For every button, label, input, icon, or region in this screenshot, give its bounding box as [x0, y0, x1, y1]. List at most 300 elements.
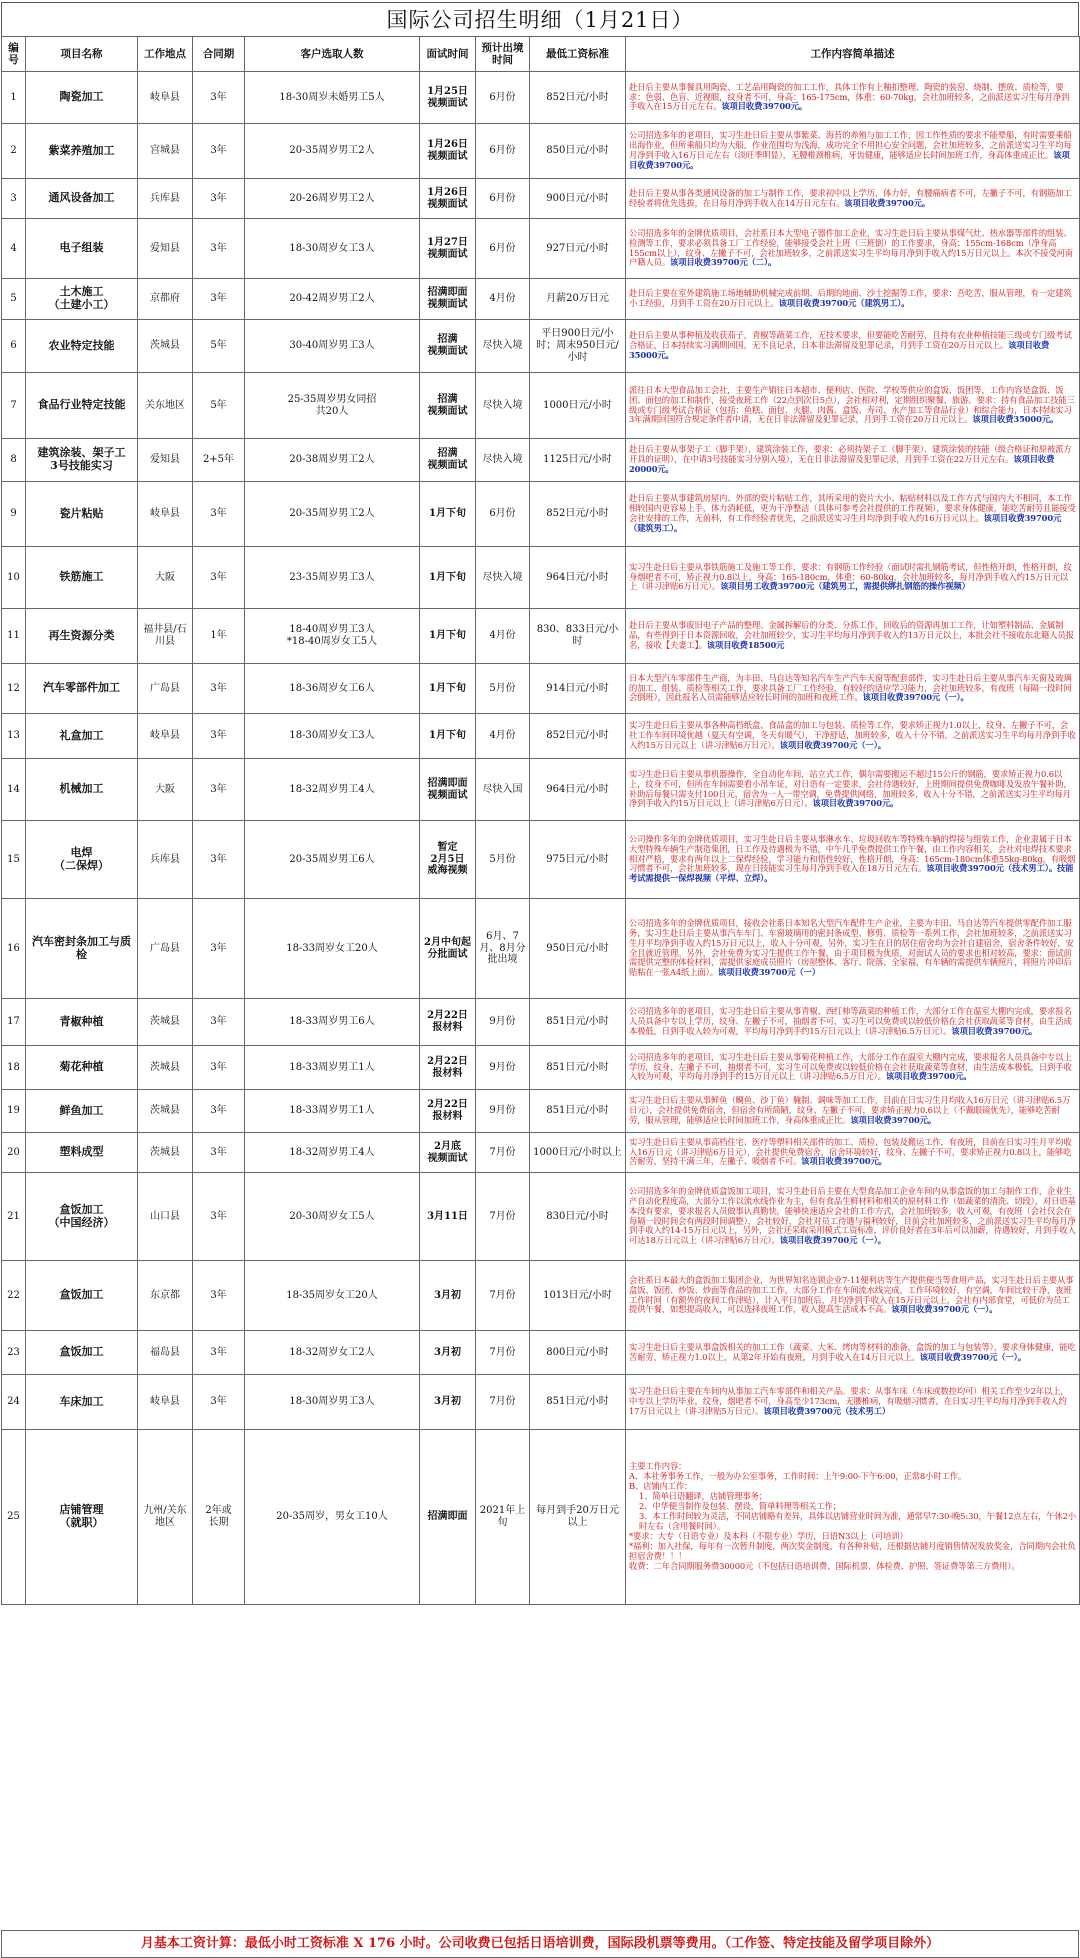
cell-interview: 3月初 — [420, 1261, 476, 1331]
cell-interview: 1月下旬 — [420, 714, 476, 759]
cell-name: 店铺管理 （就职） — [26, 1430, 138, 1605]
cell-place: 兵库县 — [138, 821, 193, 899]
desc-text: 实习生赴日后主要从事铁筋施工及施工等工作，要求：有钢筋工作经验（面试时需扎钢筋考试，但性格开朗，性格开朗，纹身烟吧者不可，矫正视力0.8以上，身高：165-180cm，体重：60-80kg，会社加班较多，每月净到手收入约15万日元以上（讲习津贴6万日元）。 — [629, 561, 1072, 592]
cell-place: 山口县 — [138, 1173, 193, 1261]
cell-name: 陶瓷加工 — [26, 72, 138, 124]
cell-term: 3年 — [193, 759, 245, 821]
cell-no: 18 — [2, 1046, 26, 1090]
cell-depart: 7月份 — [476, 1133, 530, 1173]
cell-place: 九州/关东 地区 — [138, 1430, 193, 1605]
desc-text: 公司招选多年的老项目，实习生赴日后主要从事青椒、西红柿等蔬菜的种植工作，大部分工作在温室大棚内完成，要求报名人员具备中专以上学历，纹身、左撇子不可，抽烟者不可，实习生可以免费或以较低价格在会社获取蔬菜等食材，由生活成本极低，日到手收入较为可观，平均每月净到手约15万日元以上（讲习津贴6.5万日元）。 — [629, 1006, 1072, 1036]
cell-wage: 830、833日元/小时 — [530, 609, 626, 664]
cell-name: 汽车零部件加工 — [26, 664, 138, 714]
cell-wage: 975日元/小时 — [530, 821, 626, 899]
cell-wage: 1000日元/小时以上 — [530, 1133, 626, 1173]
cell-interview: 招满即面 视频面试 — [420, 279, 476, 320]
cell-wage: 852日元/小时 — [530, 482, 626, 547]
cell-interview: 1月26日 视频面试 — [420, 124, 476, 179]
cell-interview: 2月22日 报材料 — [420, 1090, 476, 1133]
cell-desc — [626, 279, 1080, 320]
cell-name: 紫菜养殖加工 — [26, 124, 138, 179]
cell-interview: 招满 视频面试 — [420, 373, 476, 439]
table-row — [2, 320, 1080, 373]
desc-text: 赴日后主要从事架子工（脚手架）、建筑涂装工作，要求：必须持架子工（脚手架）、建筑涂装的技能（级合格证和原被派方开具的证明），在中请3号技能实习分别入境），无在日非法滞留及犯罪记录，月到手工资在22万日元左右。 — [629, 444, 1072, 465]
cell-people: 20-26周岁男工2人 — [245, 179, 420, 219]
cell-people: 18-32周岁女工2人 — [245, 1331, 420, 1375]
header-term: 合同期 — [193, 37, 245, 72]
cell-desc — [626, 320, 1080, 373]
table-row — [2, 1173, 1080, 1261]
cell-depart: 6月份 — [476, 179, 530, 219]
cell-depart: 尽快入境 — [476, 373, 530, 439]
cell-no: 13 — [2, 714, 26, 759]
cell-depart: 5月份 — [476, 664, 530, 714]
cell-people: 18-30周岁未婚男工5人 — [245, 72, 420, 124]
cell-wage: 月薪20万日元 — [530, 279, 626, 320]
cell-no: 12 — [2, 664, 26, 714]
cell-name: 礼盒加工 — [26, 714, 138, 759]
desc-fee: 该项目收费39700元（建筑男工）。 — [778, 298, 910, 308]
cell-depart: 7月份 — [476, 1173, 530, 1261]
cell-term: 3年 — [193, 279, 245, 320]
cell-name: 汽车密封条加工与质检 — [26, 899, 138, 999]
cell-desc — [626, 1046, 1080, 1090]
cell-name: 鲜鱼加工 — [26, 1090, 138, 1133]
desc-text: 赴日后主要在室外建筑施工场地辅助机械完成前期、后期的地面、沙土挖掘等工作，要求：吾吃苦，服从管理，有一定建筑小工经验，月到手工资在20万日元以上。 — [629, 288, 1072, 308]
desc-fee: 该项目收费39700元（一）。 — [779, 739, 886, 750]
table-row — [2, 1430, 1080, 1605]
cell-name: 车床加工 — [26, 1375, 138, 1430]
cell-people: 20-35周岁男工2人 — [245, 482, 420, 547]
desc-text: 公司招选多年的金牌优质项目，接收会社系日本知名大型汽车配件生产企业，主要为丰田、马自达等汽车提供零配件加工服务，实习生赴日后主要从事汽车车门、车窗玻璃用的密封条成型、修剪、质检等一系列工作，会社加班较多，之前派送实习生月平均净到手收入约15万日元以上，收入十分可观，另外，实习生在日的居住宿舍均为会社自建宿舍，宿舍条件较好，安全且就近管理。另外，会社免费为实习生提供工作午餐，由于项目极为优质，对面试人员的要求也相对较高，要求：面试前需提供完整的体检材料，需提供家庭成员照片（房屋整体、客厅、院落、全家福，有车辆的需提供车辆照片，将照片冲印后贴粘在一张A4纸上面）。 — [629, 917, 1074, 978]
cell-no: 16 — [2, 899, 26, 999]
cell-wage: 852日元/小时 — [530, 72, 626, 124]
cell-term: 2年或 长期 — [193, 1430, 245, 1605]
cell-wage: 964日元/小时 — [530, 547, 626, 609]
cell-no: 15 — [2, 821, 26, 899]
cell-people: 20-38周岁男工2人 — [245, 439, 420, 482]
cell-place: 福岛县 — [138, 1331, 193, 1375]
cell-place: 岐阜县 — [138, 72, 193, 124]
table-row — [2, 482, 1080, 547]
table-row — [2, 1046, 1080, 1090]
cell-interview: 3月初 — [420, 1331, 476, 1375]
cell-name: 土木施工 （土建小工） — [26, 279, 138, 320]
cell-place: 爱知县 — [138, 219, 193, 279]
cell-name: 青椒种植 — [26, 999, 138, 1046]
desc-fee: 该项目收费39700元（一）。 — [919, 1351, 1026, 1362]
desc-text: 实习生赴日后主要从事机器操作，全自动化车间，站立式工作，偶尔需要搬运不超过15公斤的钢筋，要求矫正视力0.6以上，纹身不可，但所在车间需要看小吊车证，对日语有一定要求，会社待遇较好，上班期间提供免费咖啡及发放午餐补助，补助后每餐只需支付100日元，宿舍为一人一带空调，免费提供网络，加班较多，收入十分不错，之前派送实习生平均每月净到手收入约15万日元以上（讲习津贴6万日元）。 — [629, 768, 1072, 809]
cell-no: 23 — [2, 1331, 26, 1375]
cell-depart: 4月份 — [476, 714, 530, 759]
cell-interview: 2月22日 报材料 — [420, 999, 476, 1046]
header-desc: 工作内容简单描述 — [626, 37, 1080, 72]
cell-depart: 尽快入境 — [476, 547, 530, 609]
cell-wage: 950日元/小时 — [530, 899, 626, 999]
cell-name: 电子组装 — [26, 219, 138, 279]
cell-name: 铁筋施工 — [26, 547, 138, 609]
cell-term: 2+5年 — [193, 439, 245, 482]
cell-no: 3 — [2, 179, 26, 219]
table-row — [2, 1331, 1080, 1375]
table-row — [2, 373, 1080, 439]
cell-desc — [626, 179, 1080, 219]
cell-place: 岐阜县 — [138, 1375, 193, 1430]
cell-interview: 招满即面 视频面试 — [420, 759, 476, 821]
desc-text: 实习生赴日后主要从事高档住宅、医疗等塑料相关部件的加工、质检、包装及搬运工作，有夜班，目前在日实习生月平均收入16万日元（讲习津贴6万日元），会社提供免费宿舍，宿舍环境较好，纹身、左撇子不可，要求矫正视力0.8以上，能够吃苦耐劳，坚持干满三年，左撇子、吸烟者不可。 — [629, 1136, 1072, 1167]
cell-wage: 851日元/小时 — [530, 1046, 626, 1090]
cell-depart: 7月份 — [476, 1375, 530, 1430]
cell-name: 塑料成型 — [26, 1133, 138, 1173]
cell-term: 3年 — [193, 821, 245, 899]
cell-wage: 851日元/小时 — [530, 1090, 626, 1133]
cell-place: 茨城县 — [138, 1046, 193, 1090]
cell-desc — [626, 439, 1080, 482]
cell-people: 18-30周岁男工3人 — [245, 1375, 420, 1430]
cell-interview: 暂定 2月5日 威海视频 — [420, 821, 476, 899]
cell-term: 3年 — [193, 179, 245, 219]
cell-desc — [626, 1090, 1080, 1133]
table-row — [2, 821, 1080, 899]
footer-note: 月基本工资计算：最低小时工资标准 X 176 小时。公司收费已包括日语培训费，国际段机票等费用。（工作签、特定技能及留学项目除外） — [1, 1930, 1079, 1958]
cell-term: 3年 — [193, 482, 245, 547]
table-body — [2, 72, 1080, 1605]
desc-fee: 该项目收费39700元（一）。 — [891, 1304, 998, 1315]
cell-people: 18-36周岁女工6人 — [245, 664, 420, 714]
cell-term: 3年 — [193, 899, 245, 999]
table-row — [2, 124, 1080, 179]
cell-no: 7 — [2, 373, 26, 439]
cell-interview: 1月下旬 — [420, 482, 476, 547]
cell-desc — [626, 1173, 1080, 1261]
cell-wage: 830日元/小时 — [530, 1173, 626, 1261]
cell-interview: 1月下旬 — [420, 609, 476, 664]
cell-name: 电焊 （二保焊） — [26, 821, 138, 899]
table-row — [2, 714, 1080, 759]
recruitment-table — [1, 36, 1080, 1605]
cell-people: 20-35周岁男工2人 — [245, 124, 420, 179]
cell-depart: 4月份 — [476, 609, 530, 664]
cell-no: 11 — [2, 609, 26, 664]
table-row — [2, 179, 1080, 219]
cell-people: 23-35周岁男工3人 — [245, 547, 420, 609]
desc-fee: 该项目收费39700元。 — [844, 197, 931, 208]
cell-interview: 1月25日 视频面试 — [420, 72, 476, 124]
desc-line: 3、本工作时间较为灵活，不同店铺略有差异，具体以店铺营业时间为准，通常早7:30-晚5:30，午餐12点左右，午休2小时左右（含用餐时间）。 — [639, 1511, 1076, 1531]
cell-wage: 914日元/小时 — [530, 664, 626, 714]
cell-no: 2 — [2, 124, 26, 179]
cell-term: 5年 — [193, 373, 245, 439]
header-depart: 预计出境时间 — [476, 37, 530, 72]
cell-depart: 6月、7月、8月分批出境 — [476, 899, 530, 999]
header-no: 编号 — [2, 37, 26, 72]
table-row — [2, 609, 1080, 664]
cell-desc — [626, 609, 1080, 664]
cell-name: 盒饭加工 — [26, 1331, 138, 1375]
desc-line: A、本社务事务工作，一般为办公室事务，工作时间：上午9:00-下午6:00，正常8小时工作。 — [629, 1471, 967, 1482]
cell-wage: 851日元/小时 — [530, 1375, 626, 1430]
desc-fee: 该项目收费39700元。 — [721, 101, 808, 112]
cell-term: 3年 — [193, 999, 245, 1046]
cell-term: 3年 — [193, 714, 245, 759]
cell-no: 6 — [2, 320, 26, 373]
cell-place: 茨城县 — [138, 1133, 193, 1173]
cell-place: 茨城县 — [138, 999, 193, 1046]
cell-interview: 1月下旬 — [420, 664, 476, 714]
cell-name: 建筑涂装、架子工 3号技能实习 — [26, 439, 138, 482]
header-interview: 面试时间 — [420, 37, 476, 72]
desc-text: 公司招选多年的金牌优质项目，会社系日本大型电子器件加工企业，实习生赴日后主要从事煤气灶、热水器等部件的组装、检测等工作，要求必须具备工厂工作经验，能够接受会社上班（三班倒）的工作要求，身高：155cm-168cm（净身高155cm以上），纹身、左撇子不可，会社加班较多，之前派送实习生平均每月净到手收入约15万日元以上。本次不接受河南户籍人员。 — [629, 227, 1073, 268]
cell-people: 20-30周岁女工5人 — [245, 1173, 420, 1261]
table-row — [2, 1133, 1080, 1173]
cell-interview: 2月22日 报材料 — [420, 1046, 476, 1090]
table-row — [2, 219, 1080, 279]
desc-fee: 该项目收费39700元。 — [801, 1156, 887, 1167]
header-name: 项目名称 — [26, 37, 138, 72]
cell-desc — [626, 1261, 1080, 1331]
page — [0, 2, 1080, 1958]
cell-desc — [626, 664, 1080, 714]
table-row — [2, 759, 1080, 821]
cell-term: 1年 — [193, 609, 245, 664]
cell-place: 茨城县 — [138, 1090, 193, 1133]
cell-desc — [626, 124, 1080, 179]
cell-depart: 7月份 — [476, 1331, 530, 1375]
page-title: 国际公司招生明细（1月21日） — [1, 2, 1079, 36]
cell-term: 3年 — [193, 1331, 245, 1375]
cell-desc — [626, 821, 1080, 899]
cell-people: 18-32周岁男工4人 — [245, 1133, 420, 1173]
table-row — [2, 547, 1080, 609]
cell-no: 5 — [2, 279, 26, 320]
cell-term: 5年 — [193, 320, 245, 373]
cell-depart: 2021年上旬 — [476, 1430, 530, 1605]
cell-place: 福井县/石川县 — [138, 609, 193, 664]
cell-depart: 7月份 — [476, 1261, 530, 1331]
desc-text: 赴日后主要从事餐具用陶瓷、工艺品用陶瓷的加工工作，具体工作有上釉扣整理、陶瓷的装窑、烧制、摆放、质检等，要求：色弱、色盲、近视眼，纹身者不可，身高：165-175cm，体重：60-70kg，会社加班较多，之前派送实习生每月净到手收入在15万日元左右。 — [629, 81, 1070, 112]
cell-depart: 6月份 — [476, 219, 530, 279]
cell-people: 18-40周岁男工3人 *18-40周岁女工5人 — [245, 609, 420, 664]
cell-wage: 900日元/小时 — [530, 179, 626, 219]
cell-term: 3年 — [193, 1375, 245, 1430]
cell-term: 3年 — [193, 1046, 245, 1090]
table-row — [2, 1090, 1080, 1133]
desc-fee: 该项目收费39700元。 — [951, 1025, 1038, 1036]
cell-place: 宫城县 — [138, 124, 193, 179]
desc-fee: 该项目收费39700元（二）。 — [670, 257, 777, 268]
cell-interview: 3月11日 — [420, 1173, 476, 1261]
desc-text: 赴日后主要从事建筑房屋内、外部的瓷片粘贴工作，其所采用的瓷片大小、粘贴材料以及工作方式与国内大不相同，本工作相较国内更容易上手，体力消耗低，更为干净整洁（具体可参考会社提供的工作视频），要求身体健康，能吃苦耐劳且能接受会社安排的工作，无前科，有工作经验者优先，之前派送实习生月均净到手收入约16万日元以上。 — [629, 493, 1076, 523]
desc-fee: 该项目收费35000元。 — [629, 340, 1050, 360]
cell-people: 20-42周岁男工2人 — [245, 279, 420, 320]
desc-fee: 该项目收费39700元。 — [885, 1071, 972, 1082]
cell-people: 18-35周岁女工20人 — [245, 1261, 420, 1331]
desc-text: 实习生赴日后主要在车间内从事加工汽车零部件和相关产品。要求：从事车床（车床或数控均可）相关工作至少2年以上，中专以上学历毕业，纹身，烟吧者不可，身高至少173cm，无腰椎病，有吸烟习惯者，在日实习生平均每月净到手收入约17万日元以上（讲习津贴5万日元）。 — [629, 1386, 1069, 1416]
header-place: 工作地点 — [138, 37, 193, 72]
cell-desc — [626, 1375, 1080, 1430]
cell-name: 通风设备加工 — [26, 179, 138, 219]
cell-interview: 招满 视频面试 — [420, 439, 476, 482]
cell-no: 10 — [2, 547, 26, 609]
cell-people: 20-35周岁男工6人 — [245, 821, 420, 899]
cell-people: 18-30周岁女工3人 — [245, 219, 420, 279]
cell-name: 菊花种植 — [26, 1046, 138, 1090]
desc-fee: 该项目收费35000元。 — [972, 414, 1059, 425]
cell-interview: 2月中旬起 分批面试 — [420, 899, 476, 999]
cell-no: 22 — [2, 1261, 26, 1331]
table-row — [2, 899, 1080, 999]
desc-fee: 该项目收费18500元 — [706, 639, 785, 650]
cell-name: 食品行业特定技能 — [26, 373, 138, 439]
cell-name: 盒饭加工 — [26, 1261, 138, 1331]
cell-no: 24 — [2, 1375, 26, 1430]
cell-term: 3年 — [193, 72, 245, 124]
cell-place: 东京都 — [138, 1261, 193, 1331]
cell-desc — [626, 72, 1080, 124]
cell-wage: 1000日元/小时 — [530, 373, 626, 439]
desc-text: 实习生赴日后主要从事盒饭相关的加工工作（蔬菜、大米、烤肉等材料的准备，盒饭的加工与包装等），要求身体健康，能吃苦耐劳，矫正视力1.0以上，从第2年开始有夜班，月到手收入在14万日元以上。 — [629, 1341, 1076, 1362]
cell-term: 3年 — [193, 1090, 245, 1133]
cell-depart: 尽快入国 — [476, 759, 530, 821]
desc-text: 公司招选多年的老项目，实习生赴日后主要从事菊花种植工作，大部分工作在温室大棚内完成，要求报名人员具备中专以上学历，纹身、左撇子不可，抽烟者不可，实习生可以免费或以较低价格在会社获取蔬菜等食材，由生活成本极低，日到手收入较为可观，平均每月净到手约15万日元以上（讲习津贴6.5万日元）。 — [629, 1051, 1072, 1082]
cell-place: 关东地区 — [138, 373, 193, 439]
cell-desc — [626, 1430, 1080, 1605]
cell-no: 9 — [2, 482, 26, 547]
desc-fee: 该项目收费39700元（技术男工） — [763, 1405, 891, 1416]
cell-no: 20 — [2, 1133, 26, 1173]
header-wage: 最低工资标准 — [530, 37, 626, 72]
cell-wage: 851日元/小时 — [530, 999, 626, 1046]
cell-people: 30-40周岁男工3人 — [245, 320, 420, 373]
desc-fee: 该项目收费39700元。 — [629, 150, 1070, 170]
cell-term: 3年 — [193, 1173, 245, 1261]
table-row — [2, 72, 1080, 124]
cell-depart: 6月份 — [476, 482, 530, 547]
desc-line: *要求：大专（日语专业）及本科（不限专业）学历，日语N3以上（可培训） — [629, 1530, 908, 1541]
cell-wage: 927日元/小时 — [530, 219, 626, 279]
cell-place: 茨城县 — [138, 320, 193, 373]
desc-line: *福利：加入社保，每年有一次暂升制度，两次奖金制度，有各种补贴，还根据店铺月度销售情况发放奖金，合同期内会社负担宿舍费！！！ — [629, 1540, 1076, 1561]
cell-desc — [626, 999, 1080, 1046]
cell-term: 3年 — [193, 124, 245, 179]
cell-interview: 2月底 视频面试 — [420, 1133, 476, 1173]
desc-text: 实习生赴日后主要从事各种高档纸盒、食品盒的加工与包装、质检等工作，要求矫正视力1.0以上，纹身、左撇子不可，会社工作车间环境优越（夏天有空调，冬天有暖气），干净舒适，加班较多，收入十分不错，之前派送实习生平均每月净到手收入约15万日元以上（讲习津贴6万日元）。 — [629, 720, 1076, 750]
cell-people: 18-32周岁男工4人 — [245, 759, 420, 821]
desc-text: 派往日本大型食品加工会社，主要生产销往日本超市、便利店、医院、学校等供应的盒饭、饭团等，工作内容是盒饭、饭团、面包的加工和制作，接受夜班工作（22点到次日5点），会社相对利，定期组织聚餐、旅游。要求：持有食品加工技能三级或专门级考试合格证（包括：鱼糕、面包、火腿、肉酱、盒饭、寿司、水产加工等食品行业）和综合能力，日本持续实习3年满期回国符合规定条件者中请，无在日非法滞留及犯罪记录，月到手工资在20万日元以上。 — [629, 384, 1075, 425]
cell-desc — [626, 1331, 1080, 1375]
cell-desc — [626, 759, 1080, 821]
cell-name: 盒饭加工 （中国经济） — [26, 1173, 138, 1261]
cell-wage: 800日元/小时 — [530, 1331, 626, 1375]
cell-interview: 1月27日 视频面试 — [420, 219, 476, 279]
desc-line: 2、中华便当制作及包装、摆设，简单料理等相关工作； — [639, 1501, 841, 1512]
cell-depart: 9月份 — [476, 1090, 530, 1133]
cell-desc — [626, 714, 1080, 759]
cell-no: 25 — [2, 1430, 26, 1605]
cell-place: 岐阜县 — [138, 482, 193, 547]
cell-term: 3年 — [193, 547, 245, 609]
desc-fee: 该项目收费39700元（一） — [717, 967, 821, 978]
cell-interview: 1月下旬 — [420, 547, 476, 609]
cell-depart: 6月份 — [476, 124, 530, 179]
desc-fee: 该项目收费39700元（技术男工）。技能考试需提供一保焊视频（平焊、立焊）。 — [629, 863, 1074, 884]
cell-interview: 3月初 — [420, 1375, 476, 1430]
cell-depart: 4月份 — [476, 279, 530, 320]
cell-desc — [626, 482, 1080, 547]
cell-place: 大阪 — [138, 547, 193, 609]
desc-text: 赴日后主要从事废旧电子产品的整理、金属拆解后的分类、分拣工作，回收后的资源再加工工作，让如塑料制品、金属制品，有些得到于日本资源回收，会社加班较少，实习生平均每月净到手收入约13万日元以上，本批会社不接收东北籍人员报名，接收【夫妻工】。 — [629, 620, 1074, 650]
cell-no: 19 — [2, 1090, 26, 1133]
table-row — [2, 1375, 1080, 1430]
cell-depart: 9月份 — [476, 1046, 530, 1090]
cell-depart: 尽快入境 — [476, 320, 530, 373]
cell-interview: 招满 视频面试 — [420, 320, 476, 373]
cell-name: 再生资源分类 — [26, 609, 138, 664]
cell-people: 18-33周岁女工20人 — [245, 899, 420, 999]
cell-place: 广岛县 — [138, 899, 193, 999]
cell-desc — [626, 373, 1080, 439]
cell-no: 8 — [2, 439, 26, 482]
cell-place: 大阪 — [138, 759, 193, 821]
cell-name: 瓷片粘贴 — [26, 482, 138, 547]
desc-fee: 该项目收费39700元（一）。 — [779, 1235, 886, 1246]
desc-fee: 该项目收费39700元（一）。 — [862, 692, 969, 703]
desc-text: 公司招选多年的老项目，实习生赴日后主要从事紫菜、海苔的养殖与加工工作，因工作性质的要求不能晕船，有时需要乘船出海作业，但所乘船只均为大船，作业范围均为浅海，成功完全不用担心安全问题，会社加班较多，之前派送实习生平均每月净到手收入16万日元左右（淡旺季明显），无腰椎颈椎病，牙齿健康，能够适应长时间加班工作，身高体重成正比。 — [629, 130, 1072, 160]
cell-term: 3年 — [193, 219, 245, 279]
cell-place: 岐阜县 — [138, 714, 193, 759]
desc-text: 公司操作多年的金牌优质项目，实习生赴日后主要从事淋水车、垃圾回收车等特殊车辆的焊接与组装工作，企业隶属于日本大型特殊车辆生产制造集团，日工作及待遇极为不错，中午几乎免费提供工作午餐，由工作内容相关，会社对电焊技术要求相对严格，要求有两年以上二保焊经验，学习能力和悟性较好，性格开朗，身高：165cm-180cm体重55kg-80kg，有吸烟习惯者不可，会社加班较多，现在日技能实习生每月净到手收入在18万日元左右。 — [629, 833, 1076, 874]
table-row — [2, 1261, 1080, 1331]
cell-place: 京都府 — [138, 279, 193, 320]
cell-wage: 每月到手20万日元以上 — [530, 1430, 626, 1605]
table-header-row — [2, 37, 1080, 72]
cell-desc — [626, 547, 1080, 609]
desc-text: 会社系日本最大的盒饭加工集团企业，为世界知名连锁企业7-11便利店等生产提供便当等食用产品，实习生赴日后主要从事盒饭、饭团、炒饭、炒面等食品的加工工作，大部分工作在车间流水线完成，工作环境较好，有空调，车间比较干净，夜班工作时间（有额外的夜间工作津贴），计入平日加班后，月均净到手收入在15万日元以上，会社有内部食堂，可低价为员工提供午餐，如想提高收入，可以选择夜班工作，收入提高生活成本不高。 — [629, 1274, 1074, 1315]
cell-term: 3年 — [193, 664, 245, 714]
cell-place: 广岛县 — [138, 664, 193, 714]
cell-wage: 1013日元/小时 — [530, 1261, 626, 1331]
cell-depart: 6月份 — [476, 72, 530, 124]
cell-name: 机械加工 — [26, 759, 138, 821]
desc-line: 主要工作内容： — [629, 1461, 687, 1472]
cell-place: 爱知县 — [138, 439, 193, 482]
header-people: 客户选取人数 — [245, 37, 420, 72]
desc-line: 1、简单日语翻译，店铺管理事务； — [639, 1491, 768, 1502]
cell-name: 农业特定技能 — [26, 320, 138, 373]
cell-depart: 9月份 — [476, 999, 530, 1046]
desc-fee: 该项目收费39700元（建筑男工）。 — [629, 513, 1062, 533]
cell-desc — [626, 899, 1080, 999]
cell-no: 17 — [2, 999, 26, 1046]
cell-people: 18-30周岁女工3人 — [245, 714, 420, 759]
cell-people: 20-35周岁，男女工10人 — [245, 1430, 420, 1605]
cell-interview: 1月26日 视频面试 — [420, 179, 476, 219]
desc-line: 收费：二年合同期服务费30000元（不包括日语培训费、国际机票、体检费、护照、签证费等第三方费用）。 — [629, 1560, 1020, 1571]
table-row — [2, 279, 1080, 320]
desc-text: 公司招选多年的金牌优质盒饭加工项目，实习生赴日后主要在大型食品加工企业车间内从事盒饭的加工与制作工作，企业生产自动化程度高，大部分工作以流水线作业为主，但有食品生鲜材料和相关的原材料工作（如蔬菜的清洗、切段），对日语基本没有要求，要求报名人员做事认真勤快，能够快速适应会社的工作方式，会社加班较多，收入可观，有夜班（会社仅会在每隔一段时间会有两段时间调整），会社较好，会社对员工待遇与福利较好，目前会社加班较多，之前派送实习生平均每月净到手收入约14-15万日元以上，另外，会社还采取采用模式工资标准，评价良好者在3年后可以加薪，待遇较好，月到手收入可达18万日元以上（讲习津贴6万日元）。 — [629, 1185, 1076, 1246]
desc-fee: 该项目男工收费39700元（建筑男工，需提供绑扎钢筋的操作视频） — [720, 581, 970, 592]
table-row — [2, 439, 1080, 482]
cell-no: 14 — [2, 759, 26, 821]
cell-depart: 5月份 — [476, 821, 530, 899]
cell-place: 兵库县 — [138, 179, 193, 219]
cell-people: 18-33周岁男工1人 — [245, 1090, 420, 1133]
table-row — [2, 664, 1080, 714]
desc-text: 赴日后主要从事种植及收获茄子，青椒等蔬菜工作，无技术要求，但要能吃苦耐劳，且持有农业种植技能三级或专门级考试合格证，日本持续实习满期回国，无不良记录，日本非法滞留及犯罪记录，月到手工资在20万日元以上。 — [629, 330, 1072, 351]
cell-people: 18-33周岁男工6人 — [245, 999, 420, 1046]
desc-fee: 该项目收费39700元。 — [812, 798, 899, 809]
cell-desc — [626, 219, 1080, 279]
